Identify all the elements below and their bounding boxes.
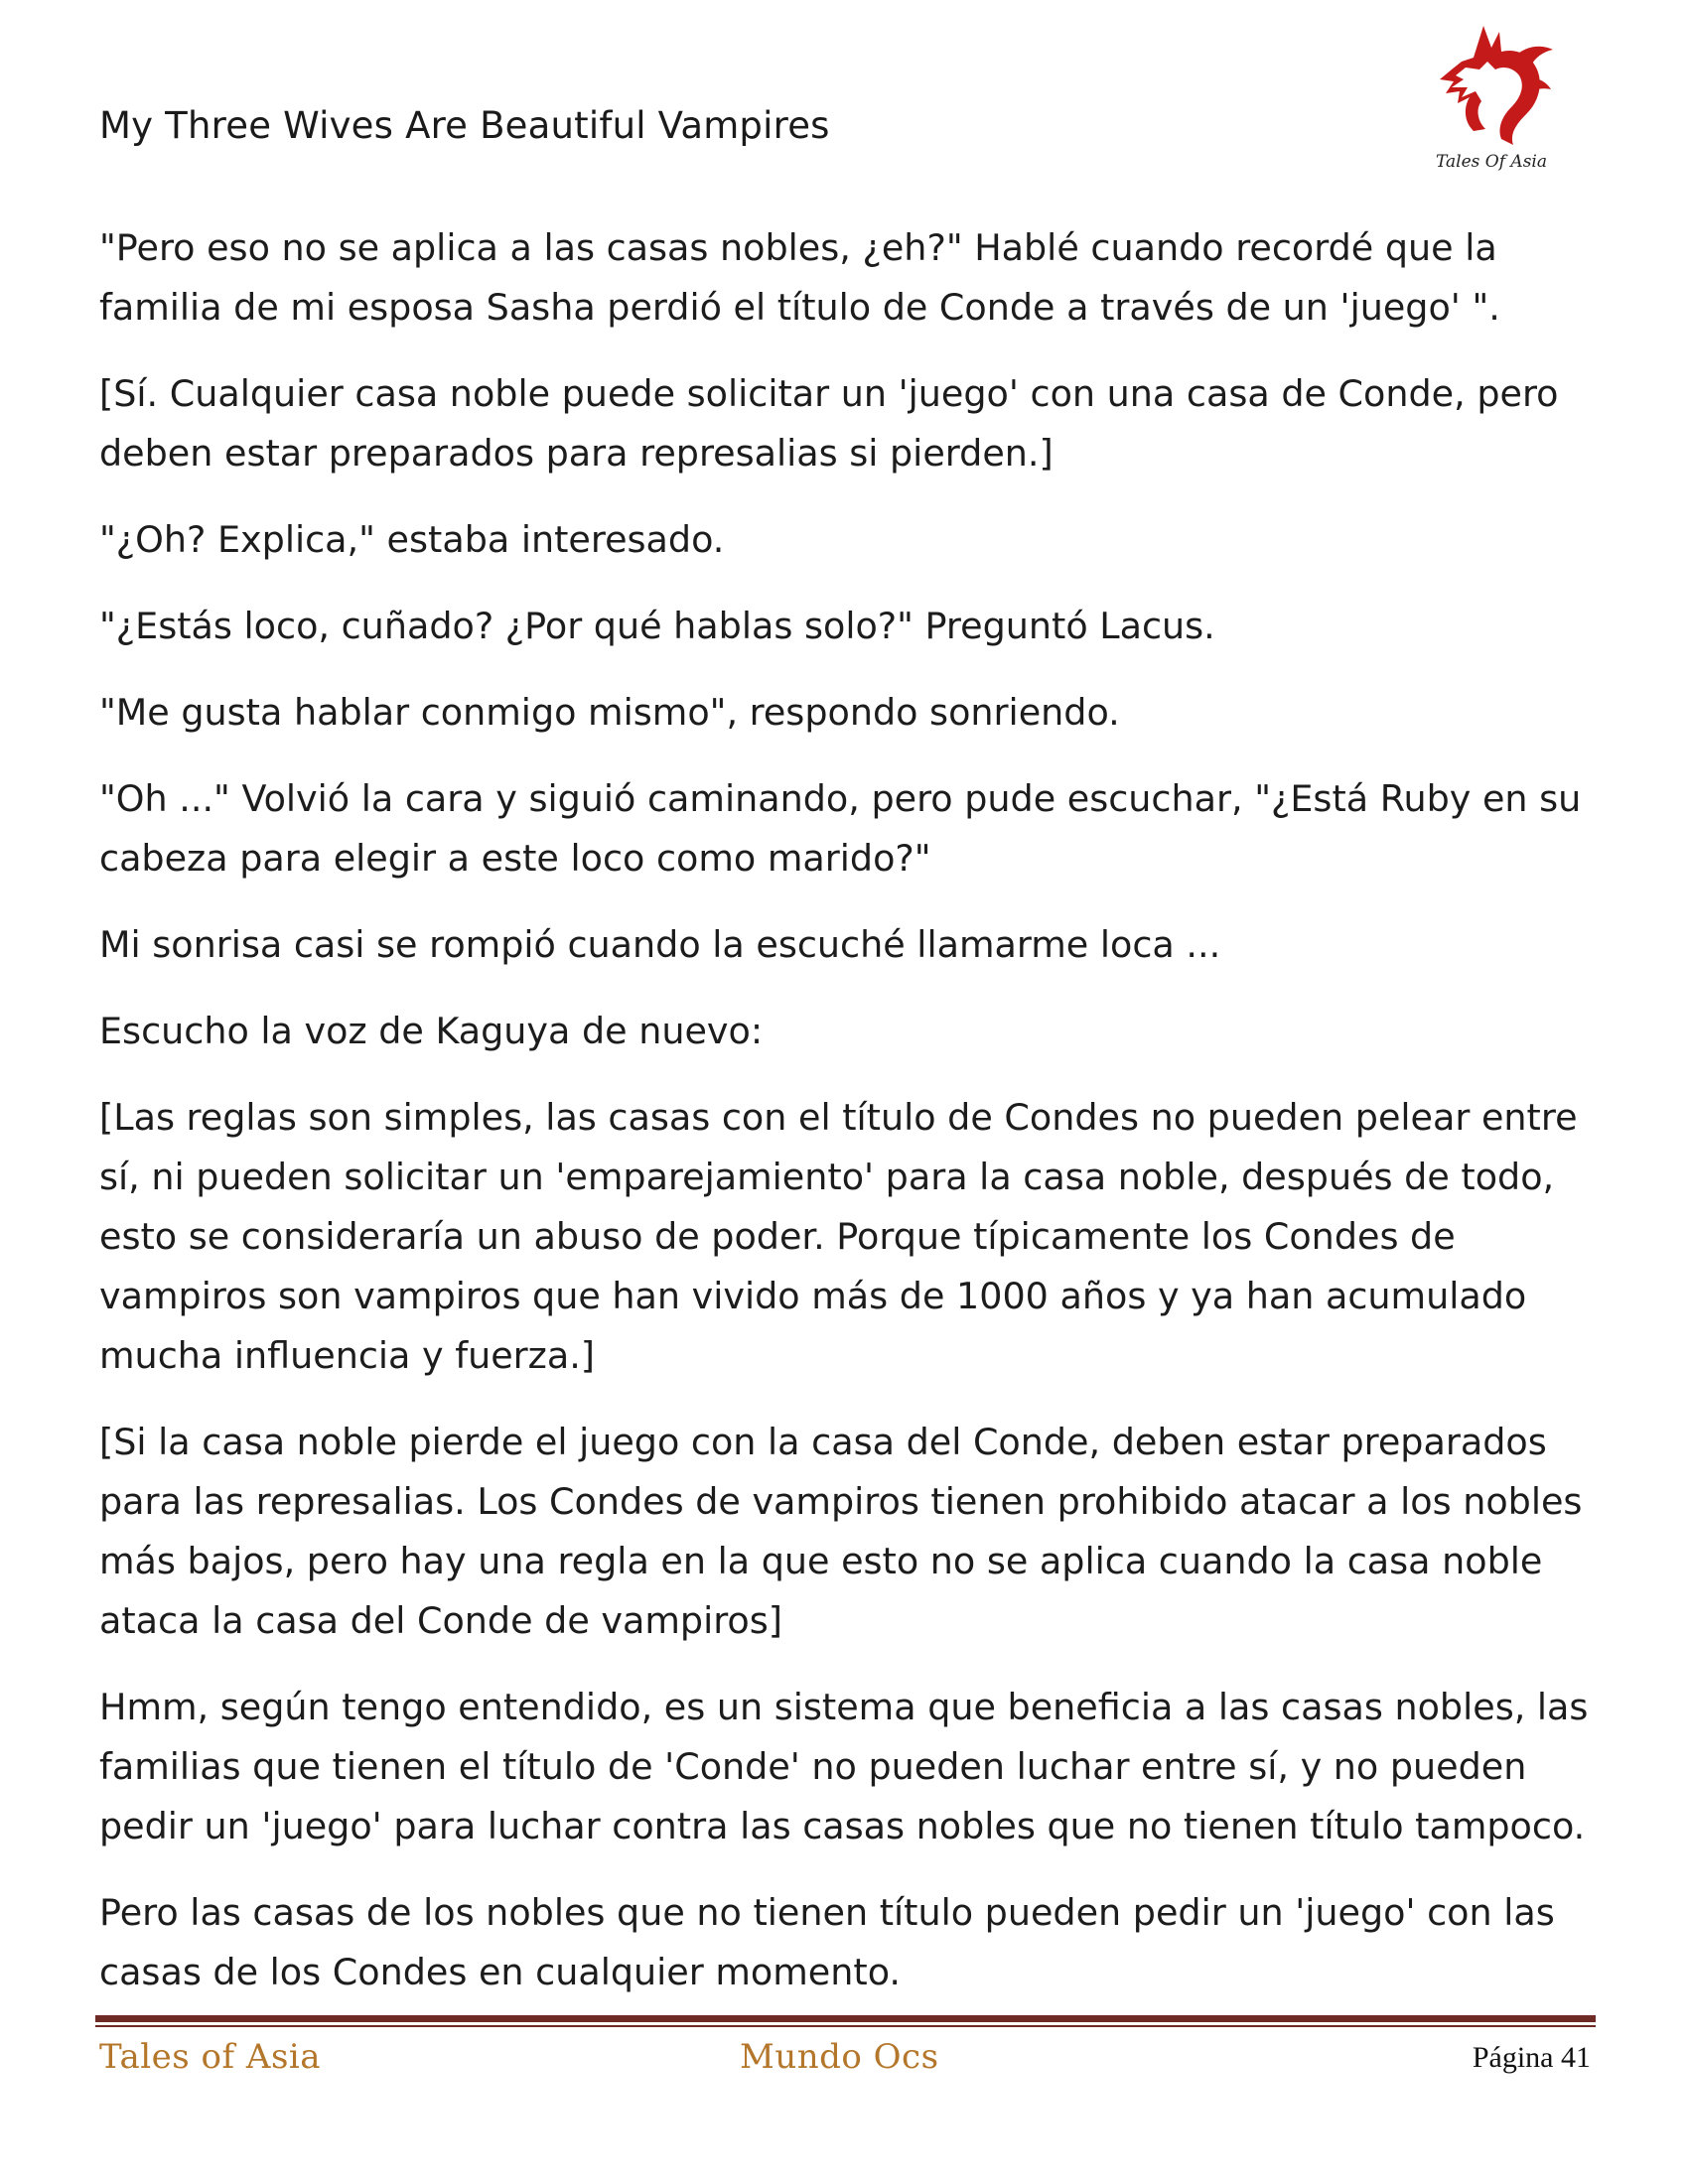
chapter-body [99,218,1604,2029]
book-title: My Three Wives Are Beautiful Vampires [99,104,830,147]
footer-group-name: Mundo Ocs [740,2037,939,2077]
paragraph: [Sí. Cualquier casa noble puede solicitar un 'juego' con una casa de Conde, pero deben estar preparados para represalias si pierden.] [99,372,1559,475]
footer-divider [95,2015,1596,2027]
paragraph: "¿Estás loco, cuñado? ¿Por qué hablas solo?" Preguntó Lacus. [99,605,1215,647]
paragraph: "¿Oh? Explica," estaba interesado. [99,518,725,561]
paragraph: [Si la casa noble pierde el juego con la casa del Conde, deben estar preparados para las represalias. Los Condes de vampiros tienen prohibido atacar a los nobles más bajos, pero hay una regla en la que esto no se aplica cuando la casa noble ataca la casa del Conde de vampiros] [99,1421,1583,1642]
footer-site-name: Tales of Asia [99,2037,322,2077]
paragraph: Pero las casas de los nobles que no tienen título pueden pedir un 'juego' con las casas de los Condes en cualquier momento. [99,1891,1555,1993]
page-number: Página 41 [1472,2041,1591,2074]
dragon-logo-icon [1422,18,1561,177]
paragraph: Hmm, según tengo entendido, es un sistema que beneficia a las casas nobles, las familias que tienen el título de 'Conde' no pueden luchar entre sí, y no pueden pedir un 'juego' para luchar contra las casas nobles que no tienen título tampoco. [99,1686,1589,1847]
paragraph: "Me gusta hablar conmigo mismo", respondo sonriendo. [99,691,1120,734]
paragraph: [Las reglas son simples, las casas con el título de Condes no pueden pelear entre sí, ni pueden solicitar un 'emparejamiento' para la casa noble, después de todo, esto se consideraría un abuso de poder. Porque típicamente los Condes de vampiros son vampiros que han vivido más de 1000 años y ya han acumulado mucha influencia y fuerza.] [99,1096,1578,1377]
paragraph: Mi sonrisa casi se rompió cuando la escuché llamarme loca ... [99,923,1221,966]
paragraph: Escucho la voz de Kaguya de nuevo: [99,1010,764,1052]
paragraph: "Pero eso no se aplica a las casas nobles, ¿eh?" Hablé cuando recordé que la familia de mi esposa Sasha perdió el título de Conde a través de un 'juego' ". [99,226,1500,329]
tales-of-asia-logo [1422,18,1561,177]
paragraph: "Oh ..." Volvió la cara y siguió caminando, pero pude escuchar, "¿Está Ruby en su cabeza para elegir a este loco como marido?" [99,777,1582,880]
logo-caption: Tales Of Asia [1436,152,1547,172]
